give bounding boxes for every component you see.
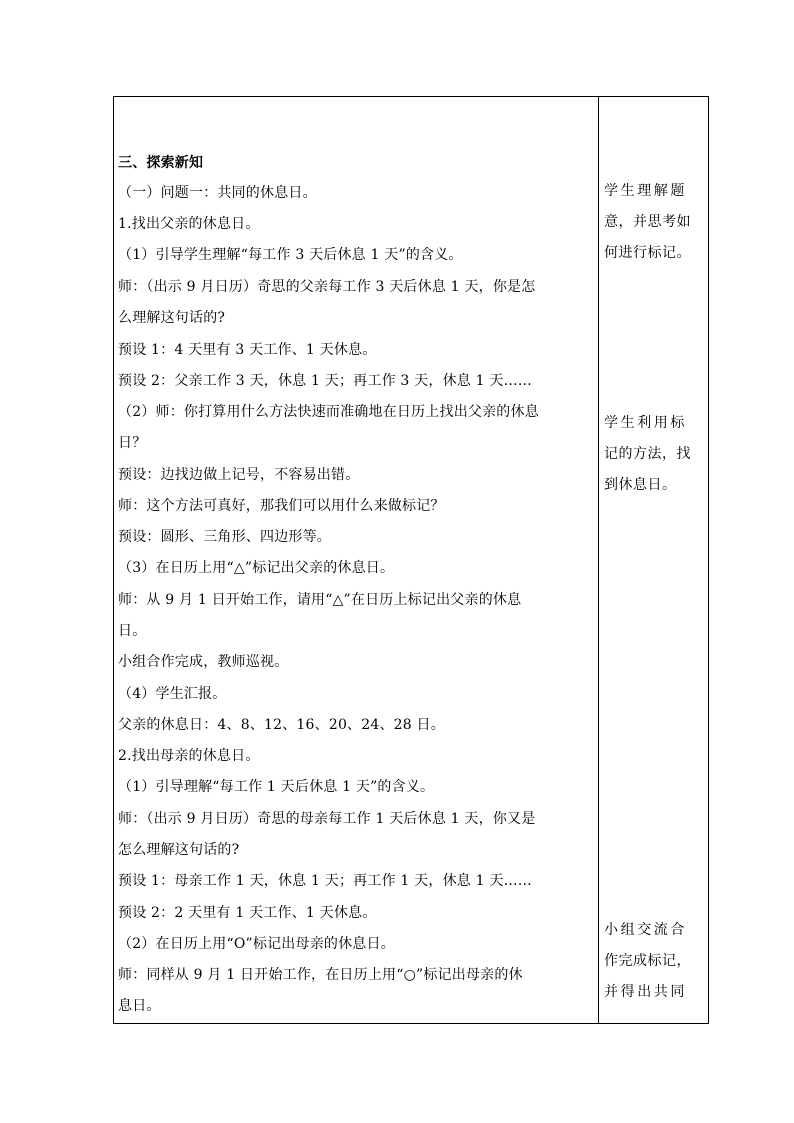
text-line: （一）问题一：共同的休息日。: [118, 185, 317, 201]
text-line: 师：从 9 月 1 日开始工作，请用“△”在日历上标记出父亲的休息: [118, 592, 522, 608]
text-line: 1.找出父亲的休息日。: [118, 216, 260, 232]
side-line: 学生理解题: [604, 183, 687, 199]
text-line: （3）在日历上用“△”标记出父亲的休息日。: [118, 560, 395, 576]
text-line: 预设：圆形、三角形、四边形等。: [118, 529, 331, 545]
text-line: 么理解这句话的?: [118, 310, 226, 326]
text-line: 预设 1：母亲工作 1 天，休息 1 天；再工作 1 天，休息 1 天……: [118, 873, 532, 889]
side-line: 学生利用标: [604, 415, 687, 431]
side-line: 记的方法，找: [604, 446, 691, 462]
text-line: （1）引导理解“每工作 1 天后休息 1 天”的含义。: [118, 779, 435, 795]
text-line: 师：（出示 9 月日历）奇思的母亲每工作 1 天后休息 1 天，你又是: [118, 811, 536, 827]
text-line: 师：这个方法可真好，那我们可以用什么来做标记？: [118, 498, 445, 514]
text-line: （4）学生汇报。: [118, 686, 227, 702]
text-line: 日。: [118, 623, 147, 639]
side-line: 意，并思考如: [604, 214, 691, 230]
side-line: 并得出共同: [604, 984, 687, 1000]
side-line: 何进行标记。: [604, 245, 691, 261]
text-line: 息日。: [118, 998, 161, 1014]
text-line: 预设 2：2 天里有 1 天工作、1 天休息。: [118, 905, 377, 921]
text-line: 预设 2：父亲工作 3 天，休息 1 天；再工作 3 天，休息 1 天……: [118, 373, 532, 389]
text-line: 师：（出示 9 月日历）奇思的父亲每工作 3 天后休息 1 天，你是怎: [118, 279, 536, 295]
text-line: （2）师：你打算用什么方法快速而准确地在日历上找出父亲的休息: [118, 404, 539, 420]
text-line: 预设 1：4 天里有 3 天工作、1 天休息。: [118, 342, 377, 358]
lesson-table: [113, 96, 709, 1024]
side-line: 小组交流合: [604, 922, 687, 938]
side-line: 到休息日。: [604, 477, 677, 493]
section-heading: 三、探索新知: [118, 155, 204, 171]
text-line: 小组合作完成，教师巡视。: [118, 654, 289, 670]
text-line: 怎么理解这句话的?: [118, 842, 240, 858]
text-line: 预设：边找边做上记号，不容易出错。: [118, 467, 360, 483]
column-divider: [598, 97, 599, 1023]
text-line: 父亲的休息日：4、8、12、16、20、24、28 日。: [118, 717, 445, 733]
text-line: （1）引导学生理解“每工作 3 天后休息 1 天”的含义。: [118, 247, 463, 263]
text-line: （2）在日历上用“O”标记出母亲的休息日。: [118, 936, 395, 952]
text-line: 日？: [118, 435, 147, 451]
text-line: 2.找出母亲的休息日。: [118, 748, 260, 764]
text-line: 师：同样从 9 月 1 日开始工作，在日历上用“○”标记出母亲的休: [118, 967, 523, 983]
side-line: 作完成标记，: [604, 953, 691, 969]
